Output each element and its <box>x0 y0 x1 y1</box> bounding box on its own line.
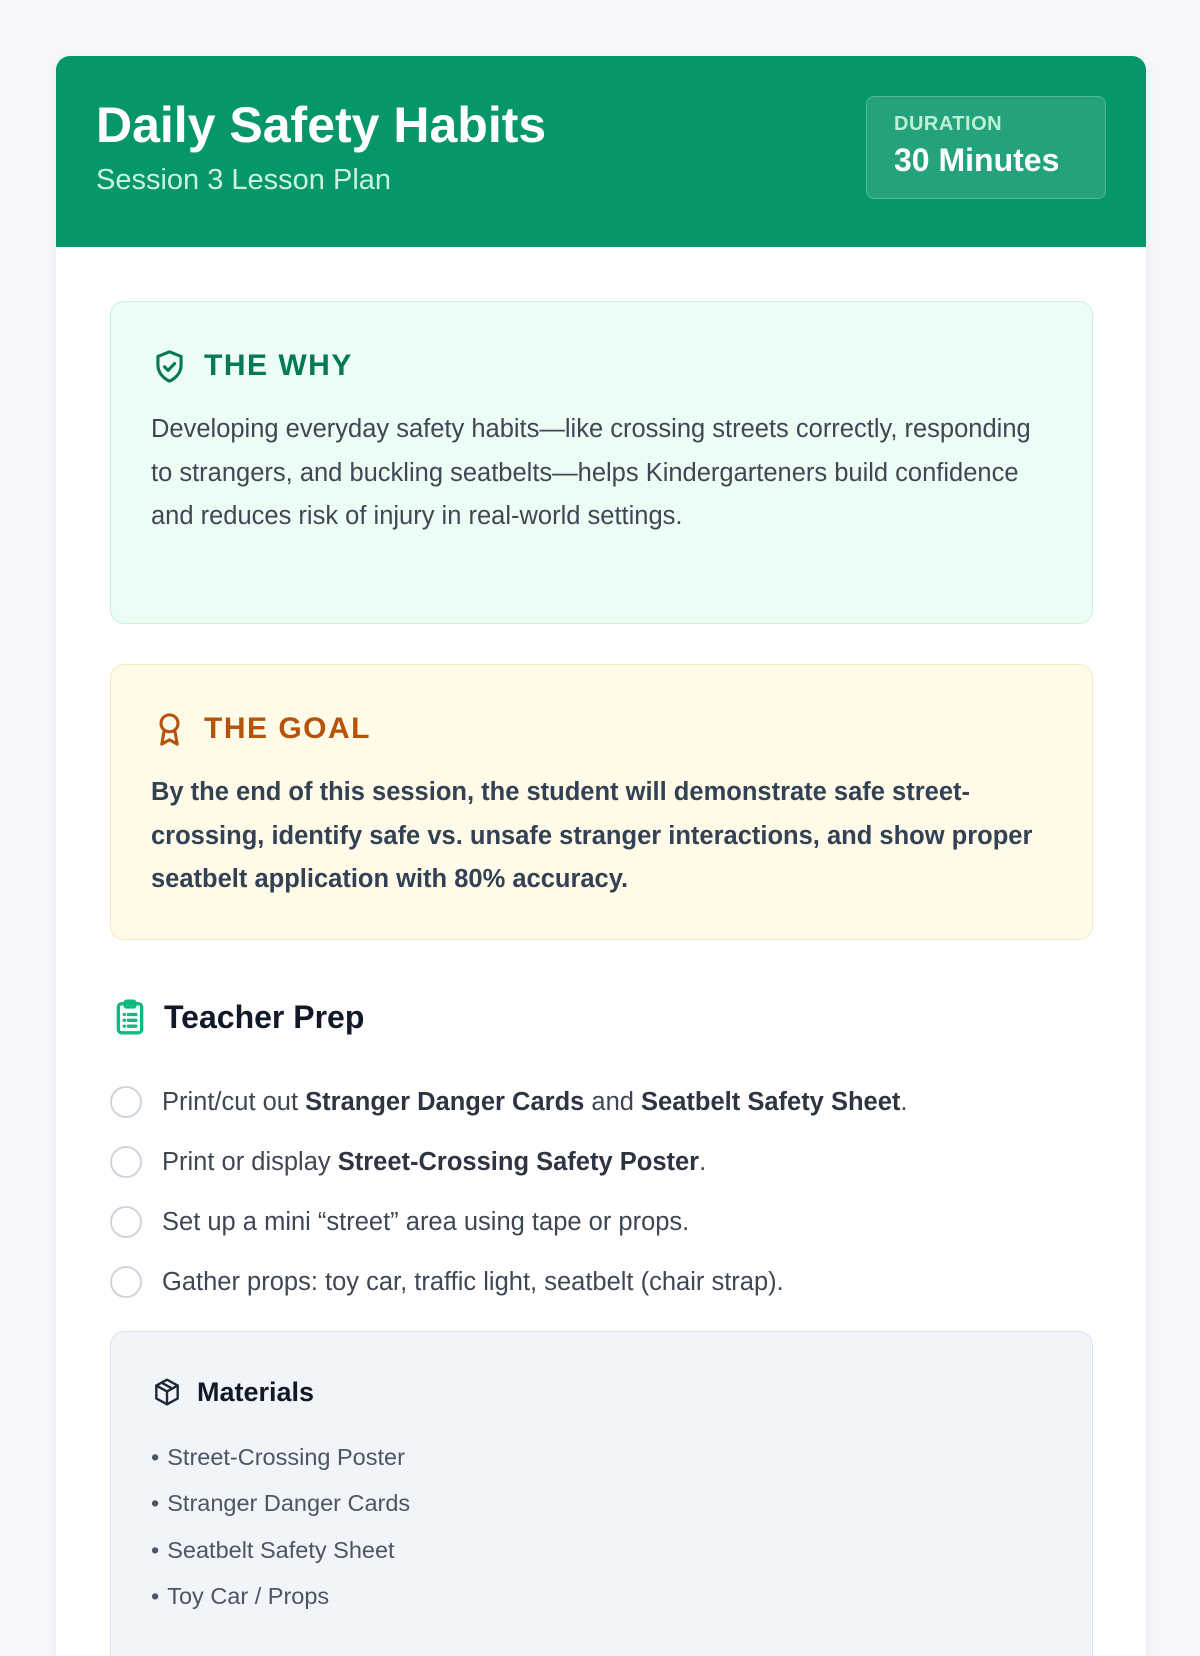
materials-item-label: Stranger Danger Cards <box>167 1490 411 1517</box>
materials-panel <box>110 1331 1093 1656</box>
goal-panel <box>110 664 1093 940</box>
why-heading <box>151 346 353 386</box>
clipboard-list-icon <box>110 997 150 1037</box>
duration-label: DURATION <box>894 113 1003 135</box>
prep-item <box>110 1192 908 1252</box>
duration-badge <box>866 96 1106 199</box>
materials-list <box>151 1434 410 1620</box>
prep-item-text <box>162 1208 689 1237</box>
materials-heading <box>151 1376 314 1408</box>
why-text: Developing everyday safety habits—like crossing streets correctly, responding to strangers, and buckling seatbelts—helps Kindergarteners build confidence and reduces risk of injury in real-world settings. <box>151 415 1031 530</box>
prep-item-bold-text: Seatbelt Safety Sheet <box>641 1087 901 1116</box>
materials-item <box>151 1527 410 1574</box>
bullet-icon: • <box>151 1443 160 1470</box>
bullet-icon: • <box>151 1536 160 1563</box>
prep-item-text <box>162 1148 706 1177</box>
shield-check-icon <box>151 348 188 385</box>
prep-item-text <box>162 1268 784 1297</box>
page-title: Daily Safety Habits <box>96 97 547 153</box>
package-box-icon <box>151 1376 183 1408</box>
lesson-plan-card <box>56 56 1146 1656</box>
prep-item-text <box>162 1088 908 1117</box>
lesson-header <box>56 56 1146 247</box>
prep-item-bold-text: Street-Crossing Safety Poster <box>337 1147 700 1176</box>
goal-title: THE GOAL <box>204 712 371 745</box>
duration-value: 30 Minutes <box>894 142 1060 178</box>
prep-item <box>110 1072 908 1132</box>
teacher-prep-title: Teacher Prep <box>164 998 365 1035</box>
prep-checkbox[interactable] <box>110 1266 142 1298</box>
materials-item-label: Seatbelt Safety Sheet <box>167 1536 395 1563</box>
materials-item <box>151 1574 410 1621</box>
prep-item-text-part: Print or display <box>162 1147 338 1176</box>
materials-title: Materials <box>197 1376 315 1407</box>
prep-item <box>110 1132 908 1192</box>
bullet-icon: • <box>151 1490 160 1517</box>
teacher-prep-heading <box>110 997 364 1037</box>
materials-item-label: Street-Crossing Poster <box>167 1443 405 1470</box>
prep-item-text-part: Print/cut out <box>162 1087 306 1116</box>
prep-item <box>110 1252 908 1312</box>
prep-checkbox[interactable] <box>110 1086 142 1118</box>
goal-text: By the end of this session, the student will demonstrate safe street-crossing, identify safe vs. unsafe stranger interactions, and show proper seatbelt application with 80% accuracy. <box>151 778 1033 893</box>
why-title: THE WHY <box>204 349 353 382</box>
page-subtitle: Session 3 Lesson Plan <box>96 164 392 196</box>
prep-checkbox[interactable] <box>110 1206 142 1238</box>
prep-item-text-part: Gather props: toy car, traffic light, seatbelt (chair strap). <box>162 1267 784 1296</box>
goal-heading <box>151 709 371 749</box>
prep-item-text-part: and <box>584 1087 642 1116</box>
prep-item-text-part: Set up a mini “street” area using tape or props. <box>162 1207 690 1236</box>
materials-item-label: Toy Car / Props <box>167 1583 330 1610</box>
bullet-icon: • <box>151 1583 160 1610</box>
prep-item-text-part: . <box>900 1087 908 1116</box>
why-panel <box>110 301 1093 624</box>
teacher-prep-list <box>110 1072 908 1312</box>
materials-item <box>151 1434 410 1481</box>
award-ribbon-icon <box>151 711 188 748</box>
prep-item-text-part: . <box>699 1147 707 1176</box>
prep-checkbox[interactable] <box>110 1146 142 1178</box>
materials-item <box>151 1481 410 1528</box>
prep-item-bold-text: Stranger Danger Cards <box>305 1087 585 1116</box>
